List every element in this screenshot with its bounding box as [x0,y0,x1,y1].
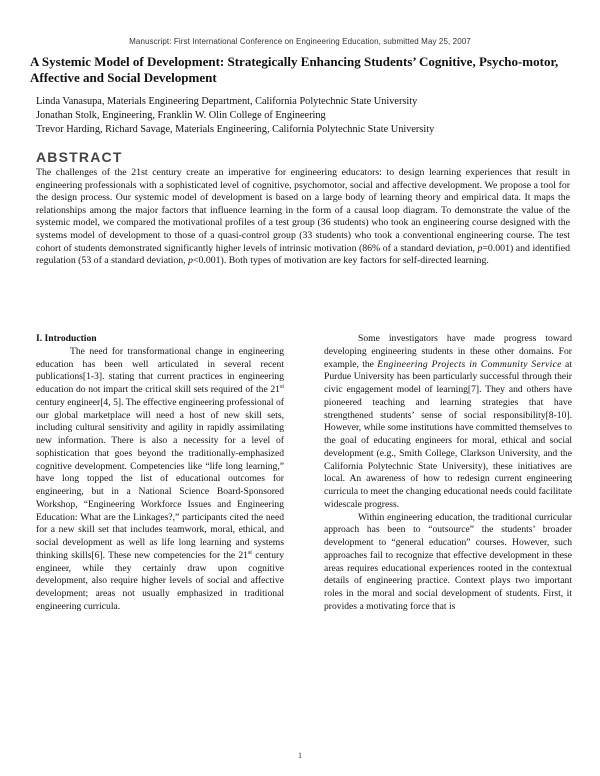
paragraph-text: century engineer[4, 5]. The effective engineering professional of our global marketplace will need a host of new skill sets, including cultural sensitivity and agility in rapidly assimilating new information. There is also a necessity for a level of sophistication that goes beyond the traditionally-emphasized cognitive development. Competencies like “life long learning,” have long topped the list of educational outcomes for engineering, but in a National Science Board-Sponsored Workshop, “Engineering Workforce Issues and Engineering Education: What are the Linkages?,” participants cited the need for a new skill set that includes teamwork, moral, ethical, and social development as well as life long learning and systems thinking skills[6]. These new competencies for the 21 [36,396,284,561]
manuscript-header: Manuscript: First International Conference on Engineering Education, submitted May 25, 2007 [129,37,471,46]
author-line: Linda Vanasupa, Materials Engineering Department, California Polytechnic State University [36,96,418,107]
p-value-symbol: p [477,242,483,254]
paragraph-text: at Purdue University has been particularly successful through their civic engagement model of learning[7]. They and others have pioneered teaching and learning strategies that have strengthened students’ sense of social responsibility[8-10]. However, while some institutions have committed themselves to the goal of educating engineers for moral, ethical and social development (e.g., Smith College, Clarkson University, and the California Polytechnic State University), these initiatives are local. An awareness of how to redesign current engineering curricula to meet the changing educational needs could facilitate widescale progress. [324,358,572,510]
page-number: 1 [298,751,302,760]
superscript: st [279,383,284,390]
paragraph-text: The need for transformational change in engineering education has been well articulated in several recent publications[1-3]. stating that current practices in engineering education do not impart the critical skill sets required of the 21 [36,345,284,395]
section-heading: I. Introduction [36,333,97,344]
body-paragraph: Within engineering education, the traditional curricular approach has been to “outsource” the students’ broader development to “general education” courses. However, such approaches fail to recognize that effective development in these areas requires educational experiences rooted in the contextual details of engineering practice. Context plays two important roles in the moral and social development of students. First, it provides a motivating force that is [324,511,572,612]
paper-title: A Systemic Model of Development: Strategically Enhancing Students’ Cognitive, Psycho-motor, Affective and Social Development [30,54,559,85]
superscript: st [247,549,252,556]
abstract-text: The challenges of the 21st century create an imperative for engineering educators: to design learning experiences that result in engineering professionals with a sophisticated level of cognitive, psychomotor, social and affective development. We propose a tool for the design process. Our systemic model of development is based on a large body of learning theory and empirical data. It maps the relationships among the major factors that influence learning in the form of a causal loop diagram. To demonstrate the value of the systemic model, we compared the motivational profiles of a test group (36 students) who took an engineering course designed with the systems model of development to those of a quasi-control group (33 students) who took a conventional engineering course. The test cohort of students demonstrated significantly higher levels of intrinsic motivation (86% of a standard deviation, [36,167,570,254]
author-line: Jonathan Stolk, Engineering, Franklin W. Olin College of Engineering [36,110,326,121]
abstract-text: =0.001) and identified regulation (53 of a standard deviation, [36,242,570,267]
body-paragraph [36,346,284,614]
p-value-symbol: p [188,255,193,267]
left-column [36,333,284,614]
abstract-text: <0.001). Both types of motivation are key factors for self-directed learning. [192,255,489,267]
abstract-heading: ABSTRACT [36,149,123,165]
author-line: Trevor Harding, Richard Savage, Materials Engineering, California Polytechnic State University [36,124,435,135]
paragraph-text: century engineer, while they certainly draw upon cognitive development, also require higher levels of social and affective development; areas not usually emphasized in traditional engineering curricula. [36,549,284,612]
body-paragraph [324,333,572,512]
right-column [324,333,572,614]
author-list [36,95,576,137]
abstract-body [36,167,570,268]
program-name: Engineering Projects in Community Service [377,358,562,370]
paragraph-text: Some investigators have made progress toward developing engineering students in these other domains. For example, the [324,333,572,370]
